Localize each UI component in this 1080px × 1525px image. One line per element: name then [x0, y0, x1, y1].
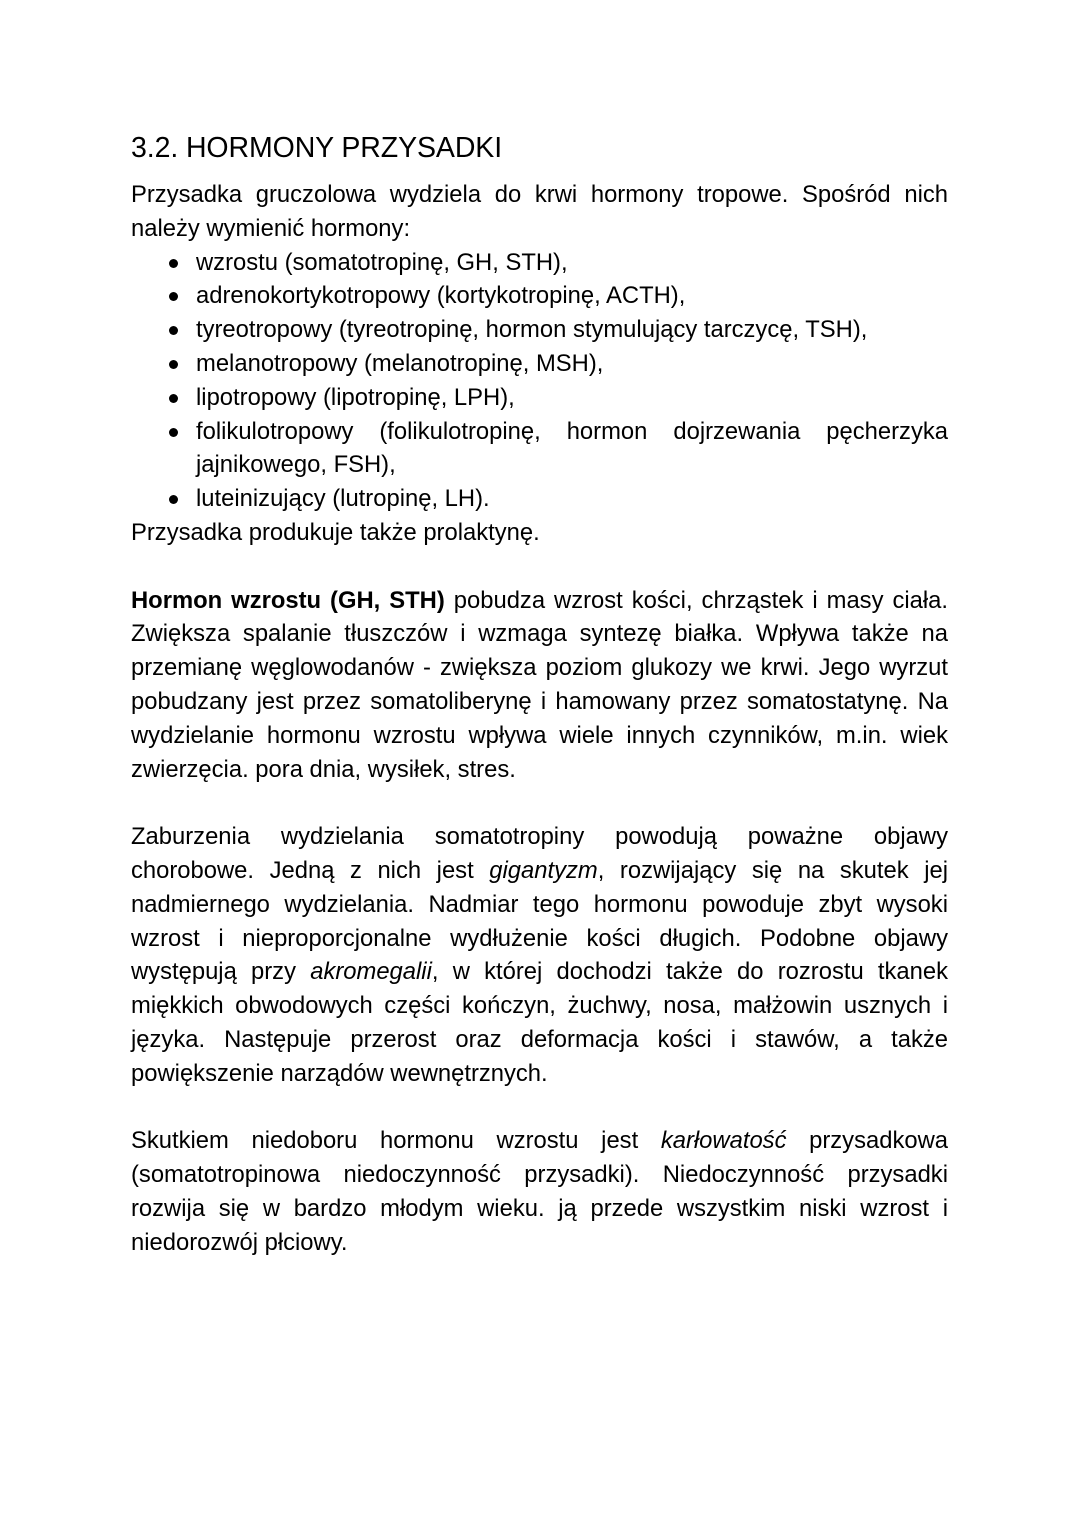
deficiency-paragraph [131, 1124, 948, 1259]
growth-hormone-paragraph [131, 584, 948, 787]
disorders-text-2: , rozwijający się na skutek jej nadmiernego wydzielania. Nadmiar tego hormonu powoduje zbyt wysoki wzrost i nieproporcjonalne wydłużenie kości długich. Podobne objawy występują przy [131, 856, 948, 986]
disorders-text-1: Zaburzenia wydzielania somatotropiny powodują poważne objawy chorobowe. Jedną z nich jest [131, 823, 948, 884]
disorders-text-3: , w której dochodzi także do rozrostu tkanek miękkich obwodowych części kończyn, żuchwy, nosa, małżowin usznych i języka. Następuje przerost oraz deformacja kości i stawów, a także powiększenie narządów wewnętrznych. [131, 958, 949, 1087]
paragraph-spacer [131, 1091, 948, 1125]
list-item [131, 415, 948, 483]
deficiency-text-1: Skutkiem niedoboru hormonu wzrostu jest [131, 1127, 661, 1155]
list-item-text: luteinizujący (lutropinę, LH). [196, 485, 490, 513]
deficiency-text-2: przysadkowa (somatotropinowa niedoczynność przysadki). Niedoczynność przysadki rozwija się w bardzo młodym wieku. ją przede wszystkim niski wzrost i niedorozwój płciowy. [131, 1127, 948, 1256]
term-gigantism: gigantyzm [489, 856, 598, 884]
document-page [131, 128, 948, 1260]
disorders-paragraph [131, 820, 948, 1090]
section-heading: 3.2. HORMONY PRZYSADKI [131, 132, 503, 164]
growth-hormone-term: Hormon wzrostu (GH, STH) [131, 586, 445, 614]
list-item-text: adrenokortykotropowy (kortykotropinę, ACTH), [196, 282, 686, 310]
list-item-text: melanotropowy (melanotropinę, MSH), [196, 349, 604, 377]
list-item [131, 381, 948, 415]
list-item-text: folikulotropowy (folikulotropinę, hormon dojrzewania pęcherzyka jajnikowego, FSH), [196, 417, 948, 479]
list-item [131, 347, 948, 381]
bullet-icon [169, 292, 178, 301]
bullet-icon [169, 428, 178, 437]
bullet-icon [169, 495, 178, 504]
list-item-text: tyreotropowy (tyreotropinę, hormon stymulujący tarczycę, TSH), [196, 316, 868, 344]
list-item [131, 279, 948, 313]
hormone-list [131, 246, 948, 516]
list-item [131, 246, 948, 280]
paragraph-spacer [131, 786, 948, 820]
term-dwarfism: karłowatość [660, 1127, 787, 1155]
intro-paragraph: Przysadka gruczolowa wydziela do krwi hormony tropowe. Spośród nich należy wymienić hormony: [131, 181, 948, 242]
paragraph-spacer [131, 550, 948, 584]
growth-hormone-text: pobudza wzrost kości, chrząstek i masy ciała. Zwiększa spalanie tłuszczów i wzmaga syntezę białka. Wpływa także na przemianę węglowodanów - zwiększa poziom glukozy we krwi. Jego wyrzut pobudzany jest przez somatoliberynę i hamowany przez somatostatynę. Na wydzielanie hormonu wzrostu wpływa wiele innych czynników, m.in. wiek zwierzęcia. pora dnia, wysiłek, stres. [131, 586, 948, 783]
bullet-icon [169, 259, 178, 268]
bullet-icon [169, 360, 178, 369]
list-item [131, 313, 948, 347]
bullet-icon [169, 326, 178, 335]
prolactin-note: Przysadka produkuje także prolaktynę. [131, 518, 540, 546]
list-item-text: lipotropowy (lipotropinę, LPH), [196, 383, 515, 411]
bullet-icon [169, 394, 178, 403]
term-acromegaly: akromegalii [310, 958, 432, 986]
list-item [131, 482, 948, 516]
list-item-text: wzrostu (somatotropinę, GH, STH), [196, 248, 568, 276]
